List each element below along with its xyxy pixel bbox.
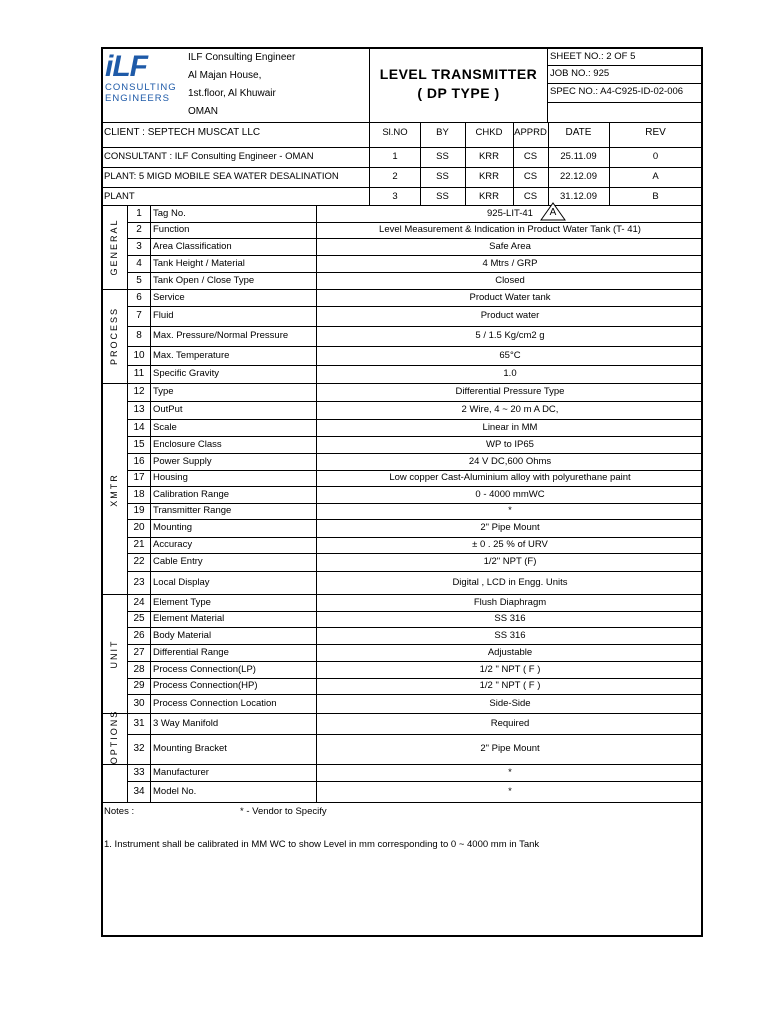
address-line-1: ILF Consulting Engineer [188, 52, 296, 63]
item-value: Low copper Cast-Aluminium alloy with polyurethane paint [389, 472, 631, 483]
item-label: Fluid [153, 310, 174, 321]
item-label: OutPut [153, 404, 183, 415]
item-value: 1/2 " NPT ( F ) [479, 680, 541, 691]
section-general: GENERAL [109, 218, 119, 276]
item-label: Calibration Range [153, 488, 230, 500]
item-label: Cable Entry [153, 556, 203, 567]
item-label: Manufacturer [153, 766, 209, 778]
item-label: Area Classification [153, 240, 232, 252]
item-label: Function [153, 224, 190, 235]
grid-line [127, 644, 702, 645]
item-number: 20 [133, 522, 145, 533]
item-value: * [508, 505, 512, 516]
item-label: Housing [153, 472, 188, 483]
ilf-logo [105, 52, 177, 104]
revision-cell: 25.11.09 [560, 151, 597, 162]
item-number: 18 [133, 488, 145, 500]
grid-line [548, 122, 549, 205]
grid-line [102, 167, 702, 168]
grid-line [102, 187, 702, 188]
client-label: CLIENT : SEPTECH MUSCAT LLC [104, 127, 261, 138]
grid-line [127, 519, 702, 520]
rev-header-apprd: APPRD [514, 127, 547, 138]
grid-line [127, 272, 702, 273]
item-label: Mounting [153, 522, 193, 533]
revision-cell: 31.12.09 [560, 191, 597, 202]
item-value: Required [490, 717, 530, 729]
item-value: 0 - 4000 mmWC [475, 488, 545, 500]
logo-subtitle-1: CONSULTING [105, 82, 177, 93]
item-label: Specific Gravity [153, 368, 219, 379]
item-number: 10 [133, 349, 145, 361]
item-number: 3 [136, 240, 142, 252]
revision-cell: KRR [478, 171, 500, 182]
grid-line [127, 627, 702, 628]
grid-line [369, 48, 370, 205]
grid-line [127, 436, 702, 437]
item-value: Flush Diaphragm [473, 596, 547, 608]
item-number: 29 [133, 680, 145, 691]
item-number: 1 [136, 207, 142, 219]
item-number: 4 [136, 257, 142, 269]
item-number: 28 [133, 663, 145, 675]
item-number: 26 [133, 629, 145, 641]
item-number: 30 [133, 697, 145, 709]
grid-line [127, 401, 702, 402]
section-xmtr: XMTR [109, 473, 119, 507]
company-block [103, 49, 369, 121]
logo-letters: iLF [105, 50, 147, 83]
grid-line [127, 694, 702, 695]
item-label: Scale [153, 421, 177, 433]
grid-line [316, 205, 317, 802]
section-unit: UNIT [109, 639, 119, 669]
revision-cell: SS [436, 151, 449, 162]
item-label: Model No. [153, 785, 197, 797]
item-value: 1.0 [503, 368, 517, 379]
grid-line [102, 802, 702, 803]
item-label: Differential Range [153, 646, 229, 658]
grid-line [547, 102, 702, 103]
grid-line [513, 122, 514, 205]
item-label: Max. Temperature [153, 349, 230, 361]
item-number: 24 [133, 596, 145, 608]
item-label: Process Connection(HP) [153, 680, 258, 691]
item-number: 34 [133, 785, 145, 797]
item-label: Tank Height / Material [153, 257, 245, 269]
grid-line [127, 365, 702, 366]
grid-line [547, 48, 548, 122]
grid-line [127, 781, 702, 782]
grid-line [102, 289, 702, 290]
item-label: Process Connection(LP) [153, 663, 256, 675]
revision-cell: SS [436, 191, 449, 202]
rev-header-chkd: CHKD [475, 127, 503, 138]
item-number: 31 [133, 717, 145, 729]
item-label: Accuracy [153, 539, 193, 550]
item-value: Closed [495, 274, 525, 286]
logo-subtitle-2: ENGINEERS [105, 93, 170, 104]
item-number: 17 [133, 472, 145, 483]
item-label: 3 Way Manifold [153, 717, 219, 729]
grid-line [127, 205, 128, 802]
rev-header-date: DATE [565, 127, 592, 138]
grid-line [127, 306, 702, 307]
job-no: JOB NO.: 925 [550, 68, 610, 79]
item-value: 2 Wire, 4 ~ 20 m A DC, [461, 404, 559, 415]
grid-line [127, 678, 702, 679]
rev-header-rev: REV [645, 127, 666, 138]
section-process: PROCESS [109, 306, 119, 366]
item-number: 6 [136, 291, 142, 303]
item-label: Element Type [153, 596, 211, 608]
grid-line [127, 346, 702, 347]
rev-header-slno: Sl.NO [382, 127, 408, 138]
item-value: Safe Area [489, 240, 531, 252]
address-line-4: OMAN [188, 106, 218, 117]
item-value: Linear in MM [482, 421, 538, 433]
revision-cell: CS [523, 171, 538, 182]
grid-line [547, 65, 702, 66]
sheet-no: SHEET NO.: 2 OF 5 [550, 51, 636, 62]
item-value: SS 316 [494, 613, 526, 624]
grid-line [102, 205, 702, 206]
item-value: 2" Pipe Mount [480, 743, 540, 754]
consultant-label: CONSULTANT : ILF Consulting Engineer - OMAN [104, 151, 314, 162]
doc-title [370, 66, 547, 101]
item-label: Transmitter Range [153, 505, 232, 516]
item-number: 32 [133, 743, 145, 754]
item-value: * [508, 785, 512, 797]
item-label: Element Material [153, 613, 225, 624]
item-number: 22 [133, 556, 145, 567]
item-value: Differential Pressure Type [455, 386, 565, 397]
item-number: 33 [133, 766, 145, 778]
plant-label: PLANT: 5 MIGD MOBILE SEA WATER DESALINATION [104, 171, 339, 182]
revision-cell: 2 [392, 171, 398, 182]
item-number: 11 [133, 368, 145, 379]
plant-label-2: PLANT [104, 191, 135, 202]
revision-cell: CS [523, 191, 538, 202]
note-1: 1. Instrument shall be calibrated in MM WC to show Level in mm corresponding to 0 ~ 4000 mm in Tank [104, 839, 540, 850]
item-label: Body Material [153, 629, 212, 641]
grid-line [609, 122, 610, 205]
item-value: 1/2 " NPT ( F ) [479, 663, 541, 675]
item-value: 65°C [499, 349, 521, 361]
item-value: Digital , LCD in Engg. Units [452, 576, 568, 588]
item-label: Process Connection Location [153, 697, 277, 709]
item-value: 1/2" NPT (F) [483, 556, 537, 567]
spec-no: SPEC NO.: A4-C925-ID-02-006 [550, 86, 684, 97]
address-line-2: Al Majan House, [188, 70, 262, 81]
item-value: Product Water tank [469, 291, 551, 303]
grid-line [127, 255, 702, 256]
item-value: Adjustable [487, 646, 533, 658]
grid-line [547, 83, 702, 84]
doc-title-line-2: ( DP TYPE ) [417, 85, 500, 101]
item-value: SS 316 [494, 629, 526, 641]
item-number: 16 [133, 455, 145, 467]
item-number: 12 [133, 386, 145, 397]
item-label: Local Display [153, 576, 210, 588]
item-label: Tank Open / Close Type [153, 274, 255, 286]
item-value: ± 0 . 25 % of URV [472, 539, 548, 550]
item-number: 19 [133, 505, 145, 516]
grid-line [127, 470, 702, 471]
grid-line [102, 764, 702, 765]
grid-line [127, 553, 702, 554]
grid-line [127, 486, 702, 487]
grid-line [420, 122, 421, 205]
revision-cell: 0 [652, 151, 659, 162]
grid-line [127, 419, 702, 420]
revision-marker: A [549, 207, 557, 218]
item-value: Product water [480, 310, 540, 321]
item-label: Type [153, 386, 174, 397]
grid-line [102, 122, 702, 123]
grid-line [127, 222, 702, 223]
item-value: 5 / 1.5 Kg/cm2 g [475, 330, 545, 341]
item-label: Max. Pressure/Normal Pressure [153, 330, 289, 341]
rev-header-by: BY [436, 127, 449, 138]
item-value: 2" Pipe Mount [480, 522, 540, 533]
item-value: * [508, 766, 512, 778]
item-number: 5 [136, 274, 142, 286]
item-number: 15 [133, 438, 145, 450]
grid-line [102, 383, 702, 384]
grid-line [127, 326, 702, 327]
revision-cell: SS [436, 171, 449, 182]
grid-line [127, 537, 702, 538]
item-value: 24 V DC,600 Ohms [468, 455, 552, 467]
grid-line [127, 571, 702, 572]
item-number: 23 [133, 576, 145, 588]
grid-line [127, 503, 702, 504]
grid-line [102, 147, 702, 148]
revision-cell: 3 [392, 191, 398, 202]
revision-cell: A [652, 171, 659, 182]
item-number: 2 [136, 224, 142, 235]
item-number: 25 [133, 613, 145, 624]
revision-cell: KRR [478, 191, 500, 202]
item-number: 27 [133, 646, 145, 658]
grid-line [127, 661, 702, 662]
address-line-3: 1st.floor, Al Khuwair [188, 88, 276, 99]
item-number: 8 [136, 330, 142, 341]
grid-line [102, 713, 702, 714]
item-label: Mounting Bracket [153, 743, 227, 754]
grid-line [150, 205, 151, 802]
item-number: 21 [133, 539, 145, 550]
item-number: 14 [133, 421, 145, 433]
grid-line [102, 594, 702, 595]
grid-line [127, 734, 702, 735]
item-label: Tag No. [153, 207, 186, 219]
item-value: WP to IP65 [486, 438, 534, 450]
item-number: 7 [136, 310, 142, 321]
item-label: Enclosure Class [153, 438, 222, 450]
revision-cell: 1 [392, 151, 398, 162]
grid-line [127, 611, 702, 612]
revision-cell: B [652, 191, 659, 202]
item-value: 925-LIT-41 [487, 207, 533, 219]
revision-cell: KRR [478, 151, 500, 162]
doc-title-line-1: LEVEL TRANSMITTER [379, 66, 538, 82]
vendor-note: * - Vendor to Specify [240, 806, 327, 817]
item-number: 13 [133, 404, 145, 415]
item-value: Side-Side [489, 697, 531, 709]
item-label: Power Supply [153, 455, 212, 467]
grid-line [127, 238, 702, 239]
item-label: Service [153, 291, 185, 303]
revision-cell: CS [523, 151, 538, 162]
grid-line [465, 122, 466, 205]
grid-line [127, 453, 702, 454]
item-value: 4 Mtrs / GRP [482, 257, 538, 269]
item-value: Level Measurement & Indication in Product Water Tank (T- 41) [379, 224, 641, 235]
section-options: OPTIONS [109, 709, 119, 765]
notes-label: Notes : [104, 806, 135, 817]
revision-cell: 22.12.09 [560, 171, 597, 182]
